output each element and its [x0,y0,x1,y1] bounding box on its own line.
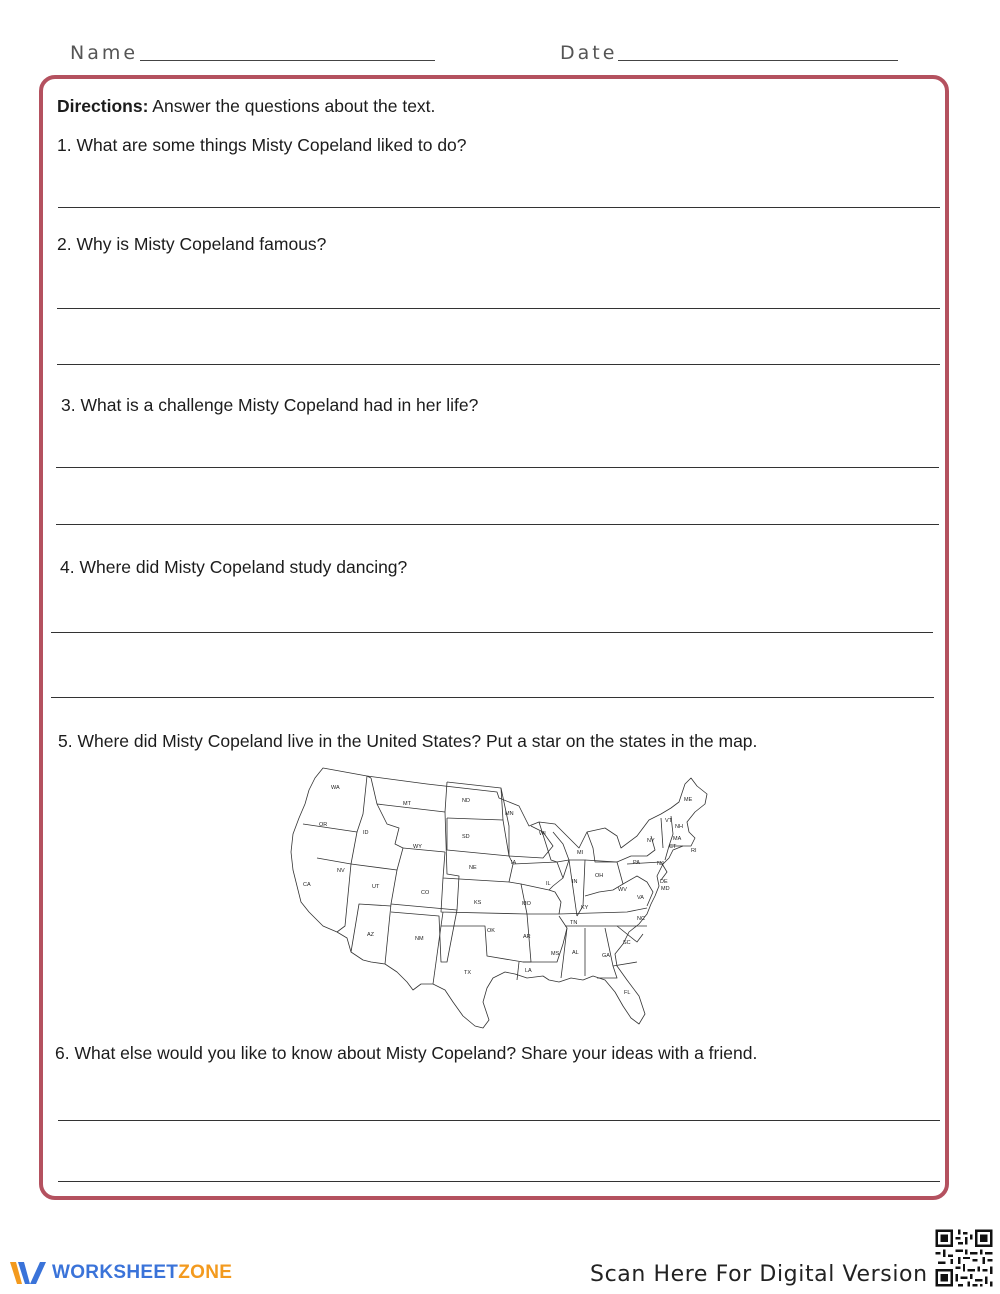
state-label-al: AL [572,950,579,956]
us-map[interactable] [287,766,717,1031]
state-label-ga: GA [602,953,610,959]
state-label-az: AZ [367,932,375,938]
state-label-ms: MS [551,951,560,957]
state-label-ut: UT [372,884,380,890]
w-logo-icon [8,1258,48,1288]
state-label-nh: NH [675,824,683,830]
answer-line-4a[interactable] [51,632,933,633]
date-label: Date [560,42,618,64]
state-label-ny: NY [647,838,655,844]
answer-line-1a[interactable] [58,207,940,208]
qr-code-icon[interactable] [933,1227,995,1289]
state-label-ia: IA [511,860,517,866]
state-label-ma: MA [673,836,682,842]
state-label-la: LA [525,968,532,974]
name-field[interactable] [140,60,435,61]
question-2: 2. Why is Misty Copeland famous? [57,234,327,254]
state-label-ar: AR [523,934,531,940]
question-1: 1. What are some things Misty Copeland liked to do? [57,135,467,155]
state-label-sd: SD [462,834,470,840]
state-label-ok: OK [487,928,495,934]
state-label-wi: WI [539,831,546,837]
date-field[interactable] [618,60,898,61]
state-label-oh: OH [595,873,604,879]
state-label-il: IL [546,881,551,887]
state-label-wa: WA [331,785,340,791]
state-label-mo: MO [522,901,531,907]
state-label-me: ME [684,797,693,803]
state-label-or: OR [319,822,328,828]
state-label-wy: WY [413,844,422,850]
question-6: 6. What else would you like to know about Misty Copeland? Share your ideas with a friend. [55,1043,758,1063]
state-label-vt: VT [665,818,673,824]
state-label-de: DE [660,879,668,885]
logo-text-worksheet: WORKSHEET [52,1262,179,1283]
question-5: 5. Where did Misty Copeland live in the United States? Put a star on the states in the map. [58,731,758,751]
logo-text-zone: ZONE [178,1262,233,1283]
state-label-md: MD [661,886,670,892]
directions-text: Answer the questions about the text. [148,96,436,116]
state-label-pa: PA [633,860,640,866]
state-label-mn: MN [505,811,514,817]
state-label-sc: SC [623,940,631,946]
state-label-co: CO [421,890,430,896]
answer-line-3a[interactable] [56,467,939,468]
state-label-mt: MT [403,801,411,807]
name-label: Name [70,42,139,64]
directions [57,96,435,117]
state-label-ct: CT [669,844,677,850]
state-label-mi: MI [577,850,584,856]
state-label-wv: WV [618,887,627,893]
answer-line-2b[interactable] [57,364,940,365]
us-map-outline [291,768,707,1028]
logo-text [52,1262,232,1284]
question-4: 4. Where did Misty Copeland study dancing? [60,557,408,577]
state-label-ks: KS [474,900,482,906]
state-label-id: ID [363,830,369,836]
answer-line-3b[interactable] [56,524,939,525]
state-label-nc: NC [637,916,645,922]
scan-instruction: Scan Here For Digital Version [590,1262,928,1287]
state-label-ky: KY [581,905,589,911]
answer-line-6b[interactable] [58,1181,940,1182]
state-label-nv: NV [337,868,345,874]
directions-label: Directions: [57,96,149,116]
state-label-in: IN [572,879,578,885]
state-label-va: VA [637,895,644,901]
state-label-nd: ND [462,798,470,804]
state-label-tx: TX [464,970,472,976]
answer-line-6a[interactable] [58,1120,940,1121]
worksheetzone-logo[interactable] [8,1258,232,1288]
state-label-ne: NE [469,865,477,871]
answer-line-2a[interactable] [57,308,940,309]
answer-line-4b[interactable] [51,697,934,698]
state-label-nm: NM [415,936,424,942]
state-label-nj: NJ [657,861,664,867]
state-label-ri: RI [691,848,697,854]
state-label-ca: CA [303,882,311,888]
state-label-tn: TN [570,920,578,926]
state-label-fl: FL [624,990,631,996]
question-3: 3. What is a challenge Misty Copeland had in her life? [61,395,479,415]
